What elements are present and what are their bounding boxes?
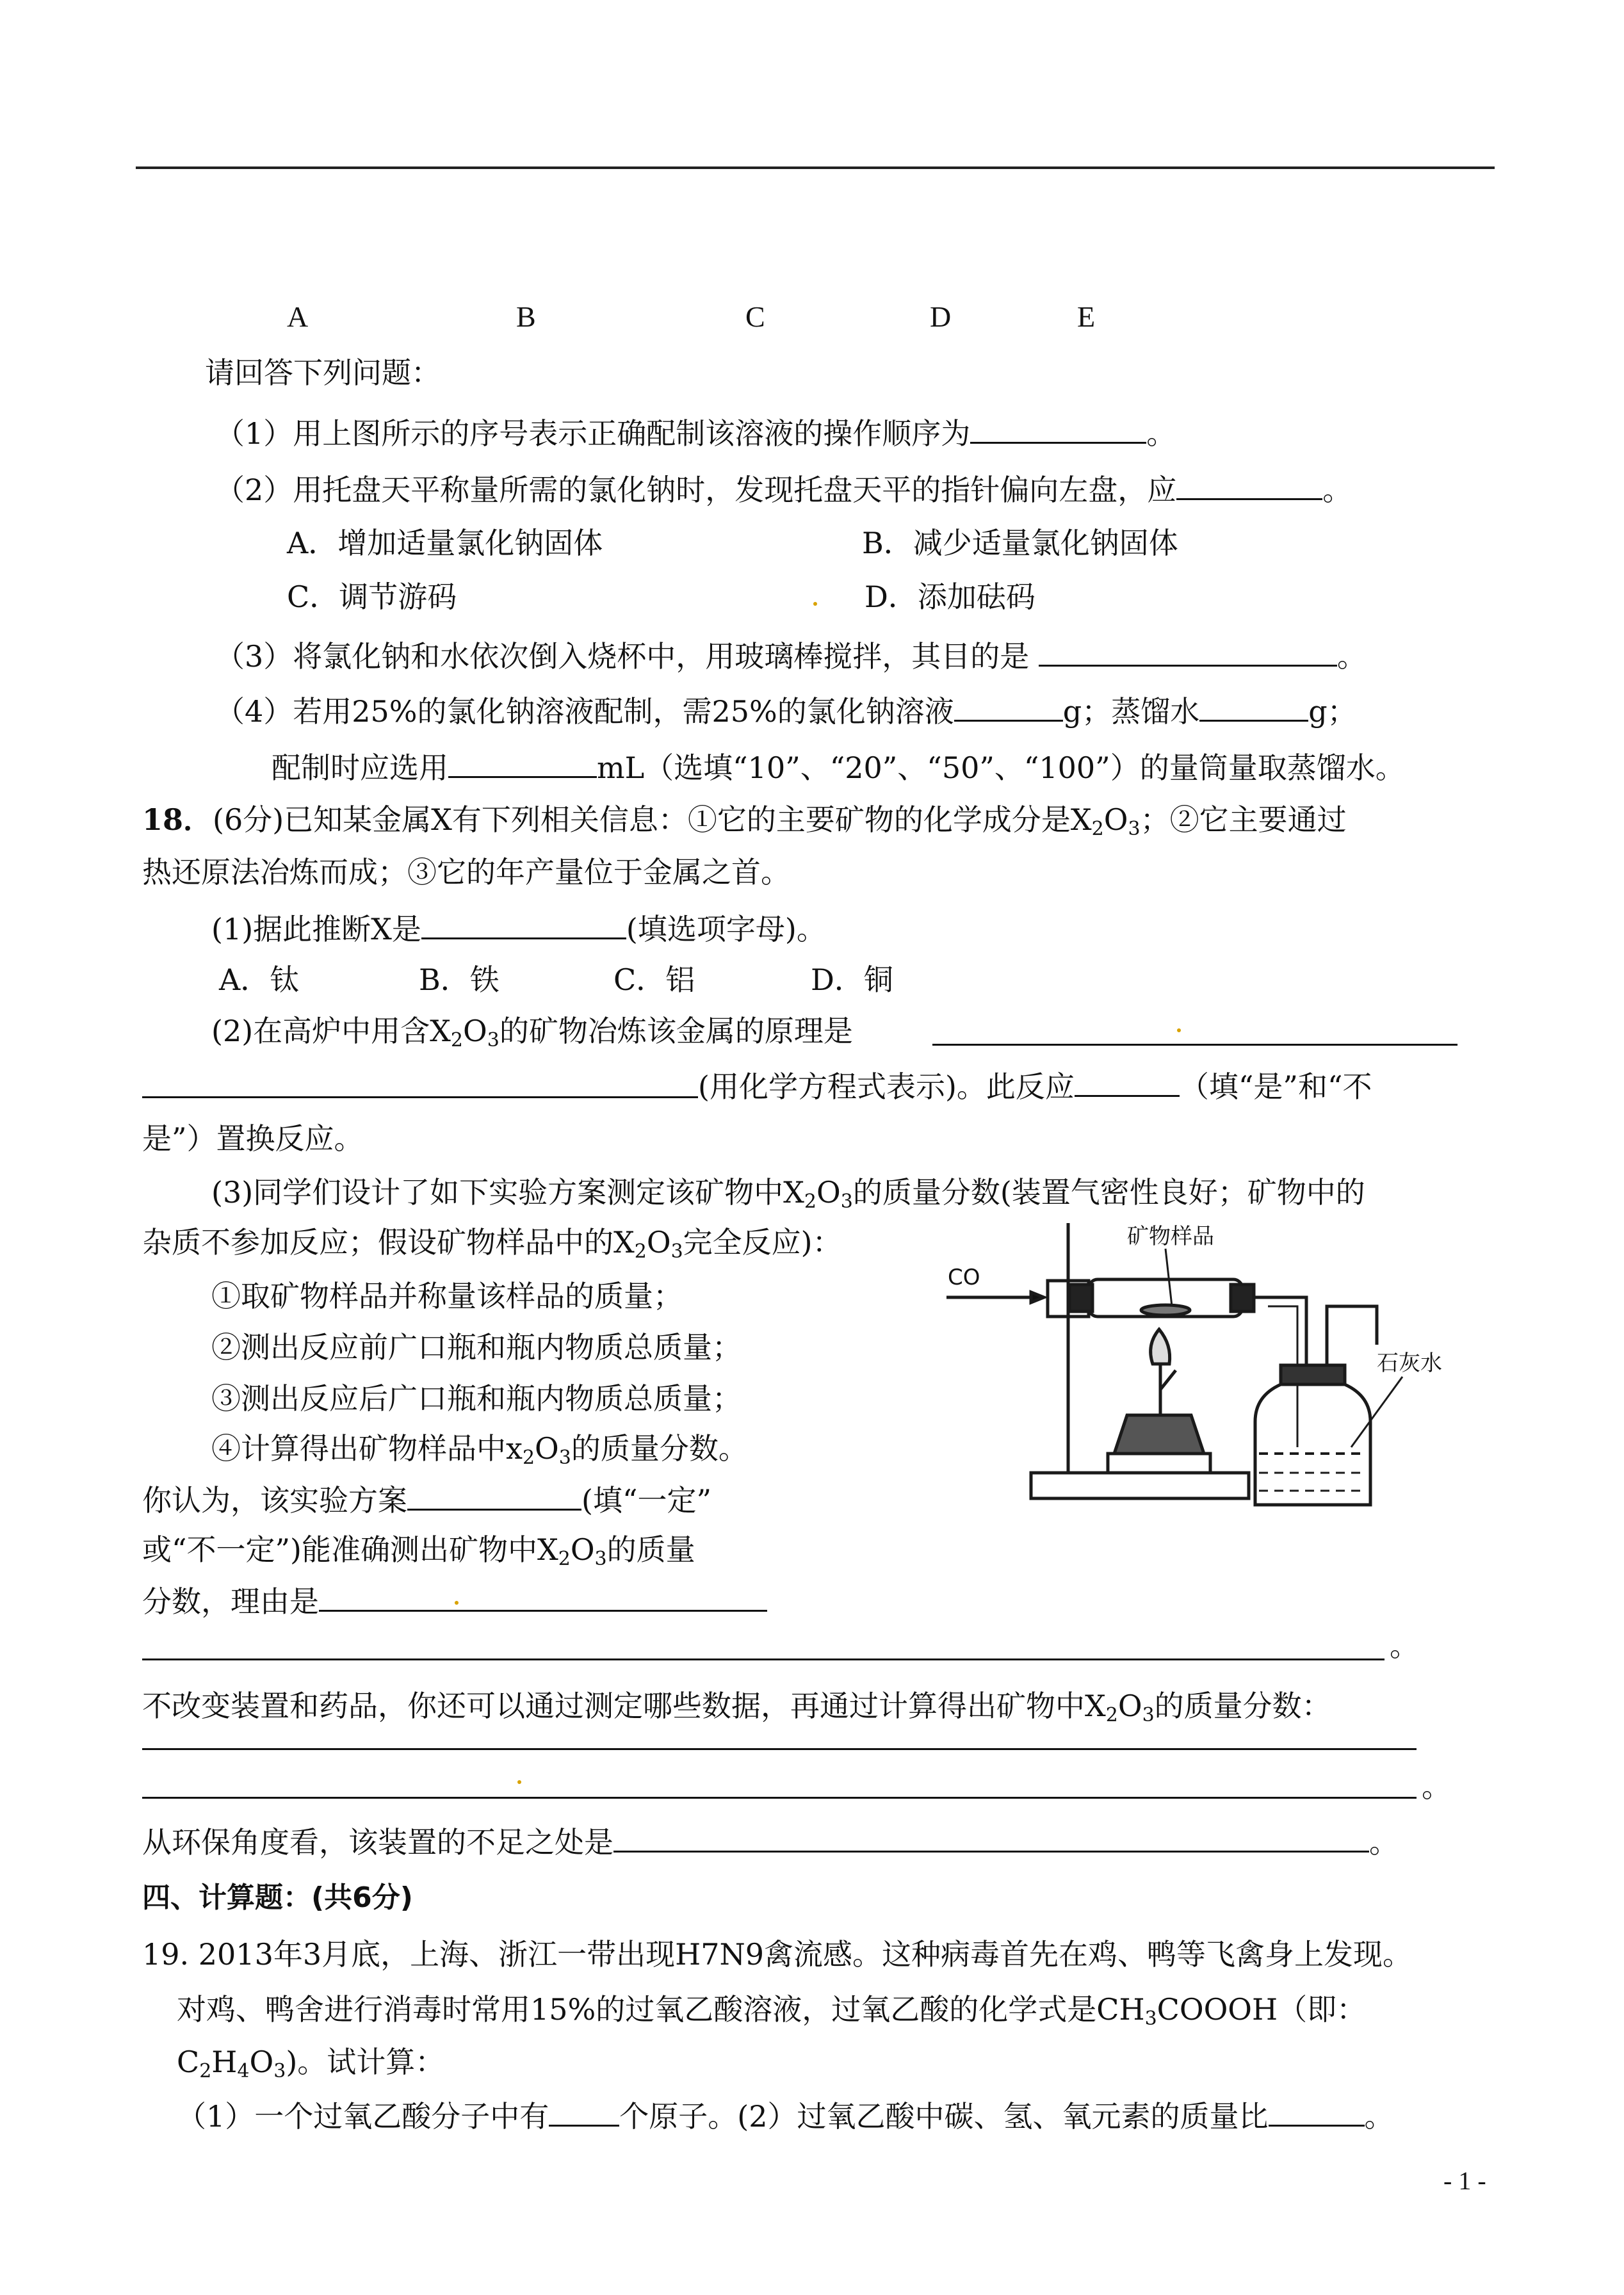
q18-sub2-cont: (用化学方程式表示)。此反应 （填“是”和“不 <box>698 1066 1372 1106</box>
q18-option-d: D．铜 <box>811 962 893 997</box>
q19-line4: （1）一个过氧乙酸分子中有 个原子。(2）过氧乙酸中碳、氢、氧元素的质量比 。 <box>177 2095 1394 2136</box>
q18-option-a: A．钛 <box>219 962 300 997</box>
q18-sub3: (3)同学们设计了如下实验方案测定该矿物中$X_2O_3$的质量分数(装置气密性良好；矿物中的 <box>211 1175 1365 1213</box>
answer-blank[interactable] <box>142 1748 1417 1750</box>
stray-dot <box>813 602 817 606</box>
q18-line2: 热还原法冶炼而成；③它的年产量位于金属之首。 <box>142 855 790 889</box>
answer-blank[interactable] <box>932 1044 1458 1046</box>
q18-step1: ①取矿物样品并称量该样品的质量； <box>211 1279 683 1313</box>
q18-other-data: 不改变装置和药品，你还可以通过测定哪些数据，再通过计算得出矿物中$X_2O_3$的质量分数： <box>142 1689 1331 1726</box>
answer-blank[interactable] <box>970 412 1146 444</box>
co-label: CO <box>948 1265 980 1290</box>
answer-blank[interactable] <box>448 747 597 778</box>
header-rule <box>136 166 1495 169</box>
q19-line2: 对鸡、鸭舍进行消毒时常用15%的过氧乙酸溶液，过氧乙酸的化学式是$CH_3COOOH$（即： <box>177 1992 1367 2030</box>
q17-part2: （2）用托盘天平称量所需的氯化钠时，发现托盘天平的指针偏向左盘，应 。 <box>215 469 1352 509</box>
figure-label-a: A <box>287 300 309 333</box>
stray-dot <box>455 1601 459 1605</box>
answer-blank[interactable] <box>142 1658 1384 1660</box>
answer-blank[interactable] <box>1075 1066 1180 1097</box>
stand-base <box>1031 1473 1249 1498</box>
q17-option-c: C．调节游码 <box>287 580 457 614</box>
stopper-right <box>1231 1285 1254 1311</box>
q17-part1: （1）用上图所示的序号表示正确配制该溶液的操作顺序为 。 <box>215 412 1176 453</box>
figure-label-d: D <box>930 300 952 333</box>
section-heading: 四、计算题：(共6分) <box>142 1881 413 1914</box>
q18-step2: ②测出反应前广口瓶和瓶内物质总质量； <box>211 1330 742 1365</box>
stopper-left <box>1069 1285 1092 1311</box>
answer-blank[interactable] <box>613 1821 1369 1853</box>
q18-sub2: (2)在高炉中用含$X_2O_3$的矿物冶炼该金属的原理是 <box>211 1014 853 1051</box>
flame-icon <box>1151 1329 1170 1364</box>
sample-pointer <box>1165 1249 1172 1306</box>
sample-label: 矿物样品 <box>1127 1224 1214 1249</box>
q18-step3: ③测出反应后广口瓶和瓶内物质总质量； <box>211 1381 742 1416</box>
burner-body <box>1114 1415 1204 1454</box>
limewater-label: 石灰水 <box>1377 1350 1442 1376</box>
q18-opinion-line2: 或“不一定”)能准确测出矿物中$X_2O_3$的质量 <box>142 1532 695 1570</box>
answer-blank[interactable] <box>1176 469 1322 500</box>
figure-label-b: B <box>516 300 536 333</box>
q17-intro: 请回答下列问题： <box>205 355 441 390</box>
q18-option-c: C．铝 <box>613 962 695 997</box>
q18-environment: 从环保角度看，该装置的不足之处是 。 <box>142 1821 1399 1861</box>
answer-blank[interactable] <box>549 2095 619 2127</box>
q18-reason: 分数，理由是 <box>142 1580 767 1621</box>
experiment-apparatus-diagram <box>935 1204 1447 1524</box>
q17-option-d: D．添加砝码 <box>865 580 1035 614</box>
burner-stand <box>1108 1454 1210 1473</box>
q18-sub1: (1)据此推断X是 (填选项字母)。 <box>211 908 826 948</box>
q17-part4-cont: 配制时应选用 mL（选填“10”、“20”、“50”、“100”）的量筒量取蒸馏水。 <box>272 747 1405 787</box>
answer-blank[interactable] <box>407 1479 581 1511</box>
answer-blank[interactable] <box>421 908 626 939</box>
stray-dot <box>517 1780 521 1784</box>
figure-label-c: C <box>745 300 765 333</box>
answer-blank[interactable] <box>1039 635 1337 667</box>
q18-line1: 18．(6分)已知某金属X有下列相关信息：①它的主要矿物的化学成分是$X_2O_3$；②它主要通过 <box>142 802 1347 840</box>
q18-sub2-end: 是”）置换反应。 <box>142 1121 364 1156</box>
ore-sample <box>1141 1305 1190 1315</box>
bottle-stopper <box>1281 1365 1345 1384</box>
page-number: - 1 - <box>1443 2166 1486 2195</box>
answer-blank[interactable] <box>142 1797 1417 1799</box>
stray-dot <box>1177 1028 1181 1032</box>
end-mark: 。 <box>1422 1769 1451 1804</box>
end-mark: 。 <box>1390 1628 1419 1663</box>
figure-label-e: E <box>1077 300 1096 333</box>
answer-blank[interactable] <box>1199 690 1308 722</box>
outlet-tube-2 <box>1327 1306 1377 1369</box>
answer-blank[interactable] <box>319 1580 767 1612</box>
q17-option-b: B．减少适量氯化钠固体 <box>862 526 1178 560</box>
q18-step4: ④计算得出矿物样品中$x_2O_3$的质量分数。 <box>211 1431 748 1469</box>
lamp-adjuster <box>1160 1370 1176 1390</box>
q18-sub3-cont: 杂质不参加反应；假设矿物样品中的$X_2O_3$完全反应)： <box>142 1225 842 1263</box>
limewater-pointer <box>1351 1377 1402 1447</box>
q17-part4: （4）若用25%的氯化钠溶液配制，需25%的氯化钠溶液 g；蒸馏水 g； <box>215 690 1357 731</box>
q19-line1: 19. 2013年3月底，上海、浙江一带出现H7N9禽流感。这种病毒首先在鸡、鸭等飞禽身上发现。 <box>142 1937 1413 1972</box>
q18-option-b: B．铁 <box>419 962 499 997</box>
q17-option-a: A．增加适量氯化钠固体 <box>287 526 603 560</box>
q17-part3: （3）将氯化钠和水依次倒入烧杯中，用玻璃棒搅拌，其目的是 。 <box>215 635 1367 676</box>
answer-blank[interactable] <box>142 1096 698 1098</box>
q18-opinion-line1: 你认为，该实验方案 (填“一定” <box>142 1479 711 1520</box>
q19-line3: $C_2H_4O_3$)。试计算： <box>177 2045 445 2082</box>
arrow-head-icon <box>1031 1292 1044 1302</box>
answer-blank[interactable] <box>1269 2095 1365 2127</box>
answer-blank[interactable] <box>954 690 1063 722</box>
